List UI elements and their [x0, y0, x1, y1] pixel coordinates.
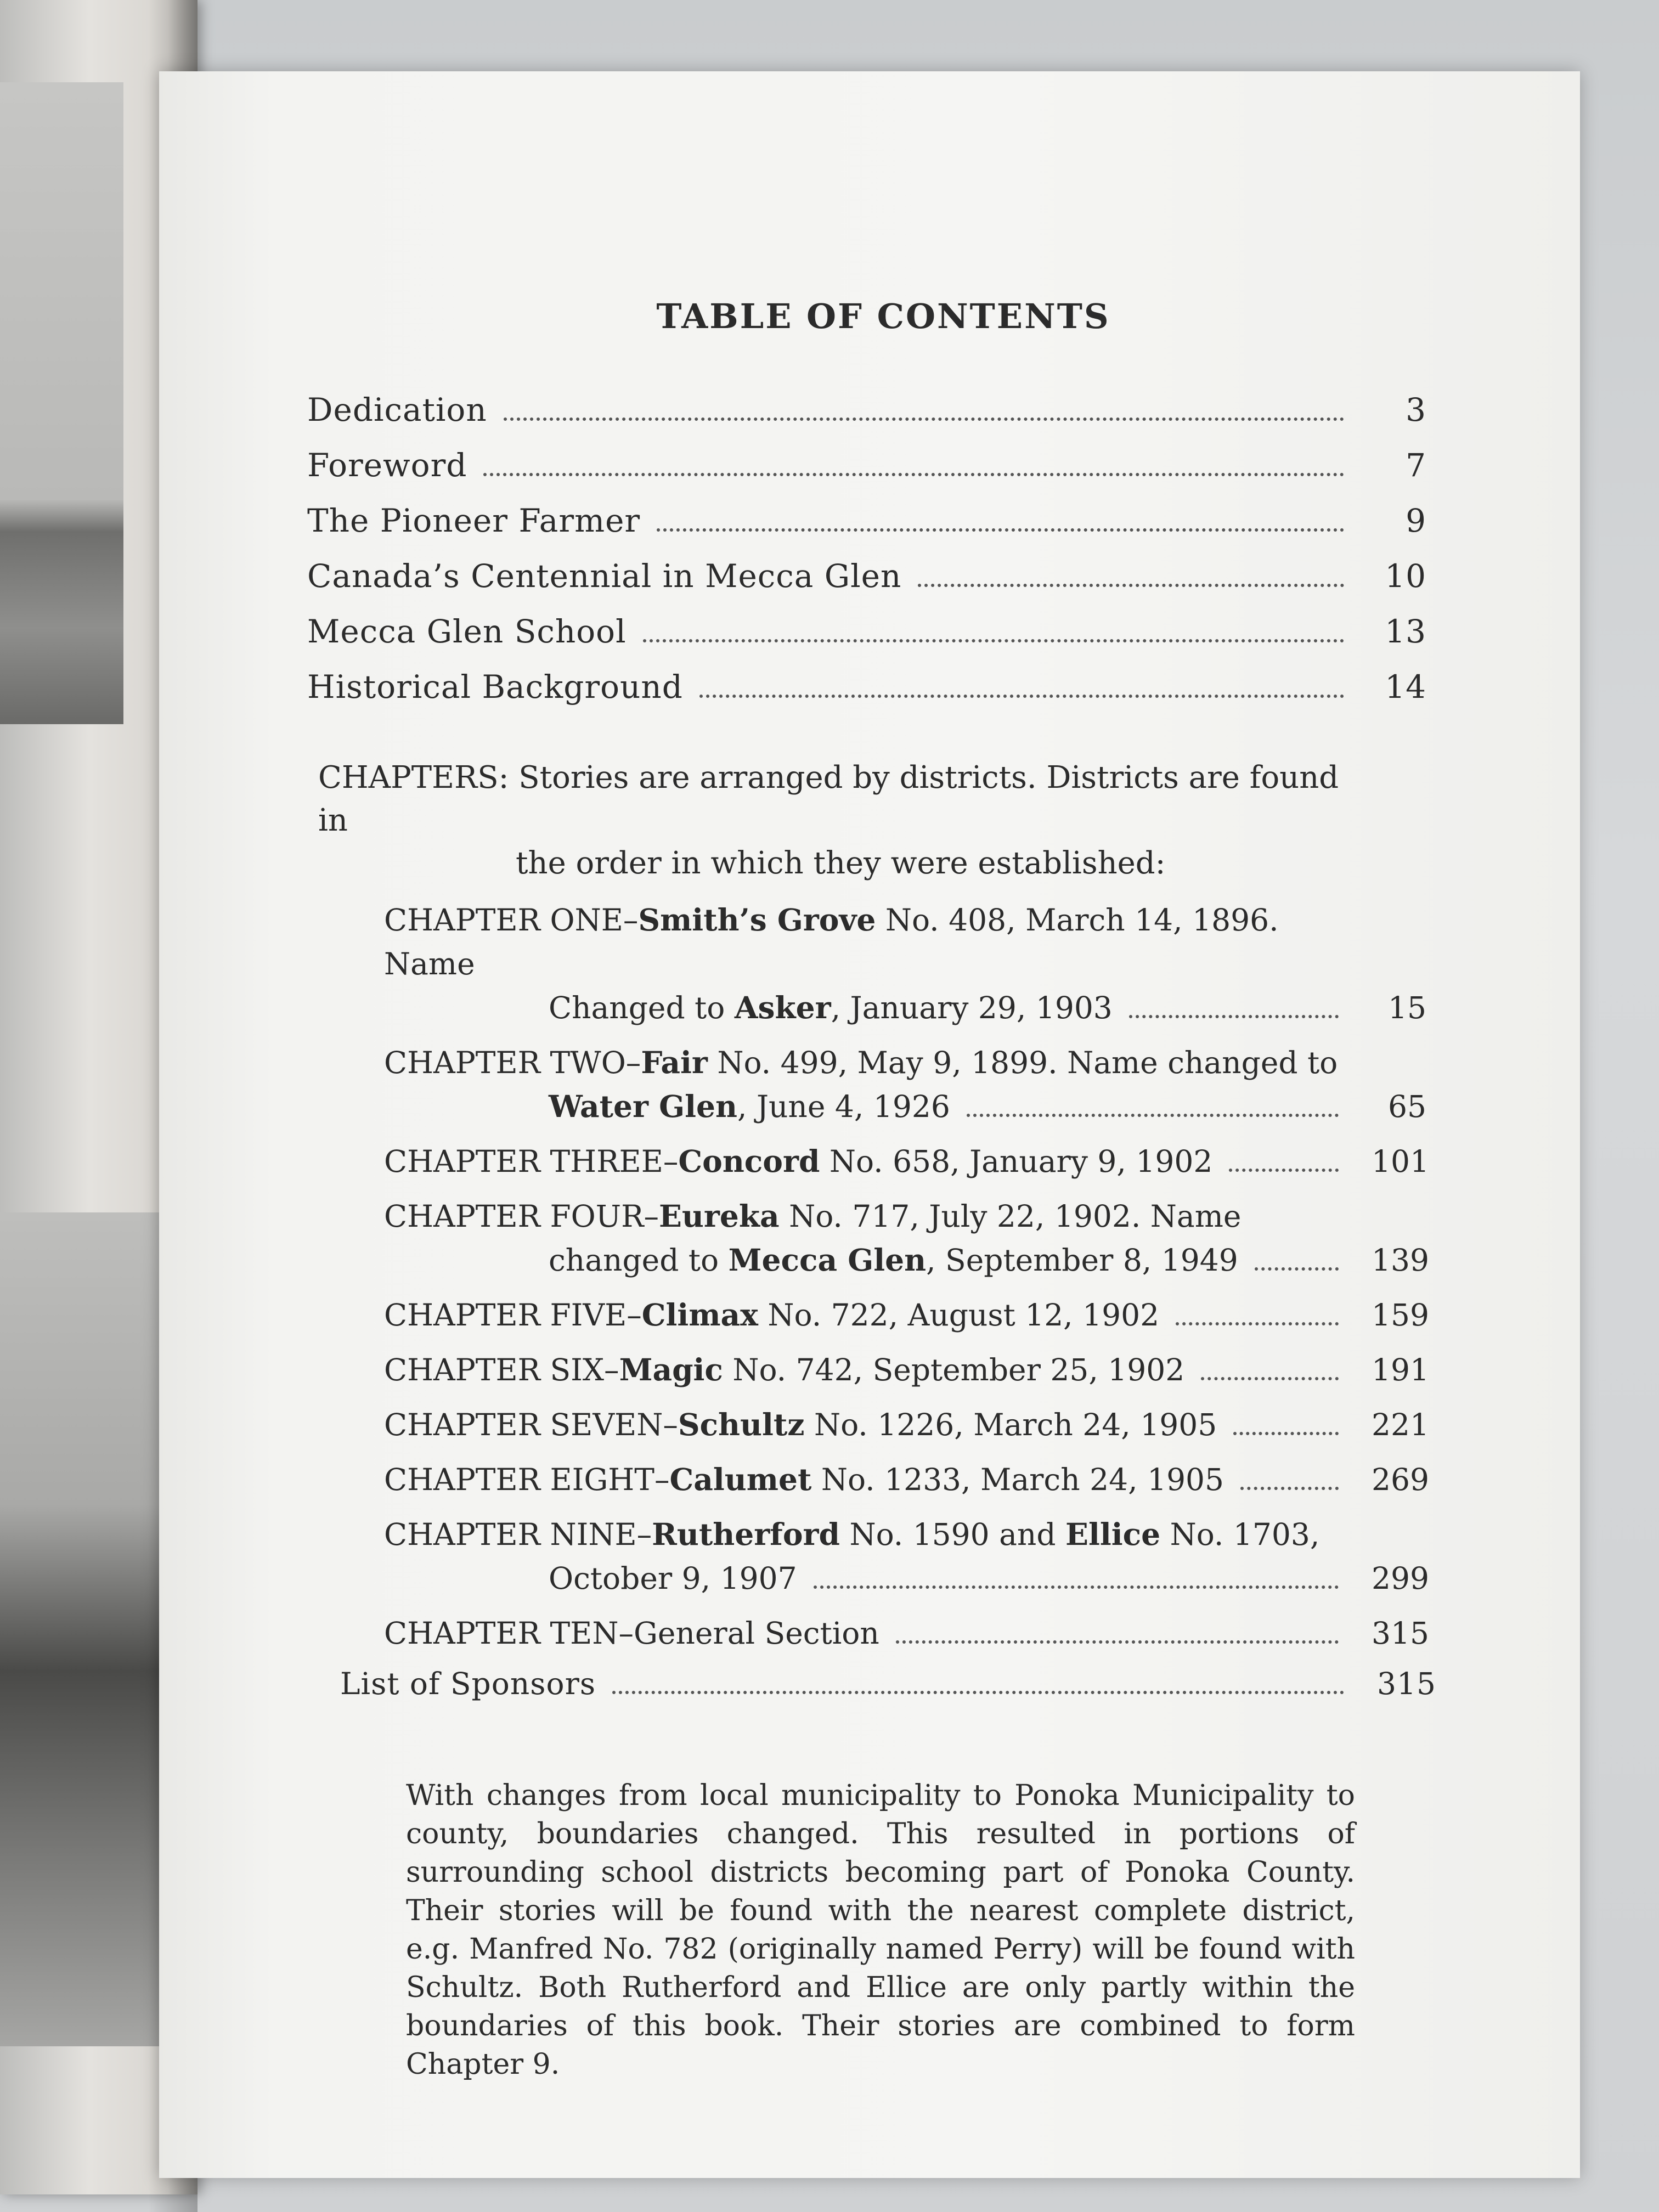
dot-leader — [504, 417, 1344, 421]
chapter-line1 — [384, 1513, 1426, 1556]
chapter-detail: No. 1226, March 24, 1905 — [804, 1407, 1217, 1442]
toc-entry-label: List of Sponsors — [340, 1666, 596, 1701]
chapters-intro-line2: the order in which they were established: — [516, 845, 1166, 881]
chapter-detail: , September 8, 1949 — [926, 1243, 1238, 1278]
toc-entry-page: 3 — [1406, 391, 1426, 428]
chapter-prefix: CHAPTER EIGHT– — [384, 1462, 670, 1497]
district-name: Climax — [641, 1297, 758, 1333]
dot-leader — [896, 1640, 1339, 1644]
dot-leader — [1255, 1267, 1339, 1271]
toc-entry — [307, 668, 1426, 724]
chapter-detail: , January 29, 1903 — [831, 990, 1113, 1025]
chapter-line1 — [384, 1194, 1426, 1238]
chapter-detail: No. 722, August 12, 1902 — [758, 1297, 1160, 1333]
toc-entry-page: 13 — [1385, 613, 1426, 650]
dot-leader — [1229, 1169, 1339, 1172]
chapter-prefix: CHAPTER NINE– — [384, 1517, 652, 1552]
chapter-page: 299 — [1372, 1561, 1429, 1596]
chapter-line1 — [384, 1348, 1429, 1392]
chapter-line1 — [384, 1293, 1429, 1337]
chapter-entry — [384, 1458, 1429, 1502]
chapter-line1 — [384, 1611, 1429, 1655]
chapter-detail: No. 658, January 9, 1902 — [820, 1144, 1213, 1179]
chapter-detail: changed to — [549, 1243, 729, 1278]
toc-entry — [307, 391, 1426, 447]
chapter-entry — [384, 1403, 1429, 1447]
district-name: Concord — [678, 1143, 820, 1179]
chapter-detail: , June 4, 1926 — [737, 1089, 950, 1124]
chapters-intro-line1: Stories are arranged by districts. Districts are found in — [318, 760, 1339, 838]
chapter-entry — [384, 1139, 1429, 1183]
chapter-line2 — [384, 1238, 1429, 1282]
toc-entry-label: Historical Background — [307, 668, 683, 706]
toc-entry-label: Canada’s Centennial in Mecca Glen — [307, 557, 902, 595]
toc-entry-label: The Pioneer Farmer — [307, 502, 641, 539]
district-name: Rutherford — [652, 1516, 840, 1552]
chapter-page: 101 — [1372, 1144, 1429, 1179]
toc-entry-page: 10 — [1385, 557, 1426, 595]
chapter-page: 139 — [1372, 1243, 1429, 1278]
toc-entry — [307, 502, 1426, 557]
chapter-detail: No. 1233, March 24, 1905 — [811, 1462, 1224, 1497]
chapter-detail: No. 1590 and — [839, 1517, 1066, 1552]
chapter-detail: No. 1703, — [1160, 1517, 1320, 1552]
chapter-line1 — [384, 1458, 1429, 1502]
chapter-entry — [384, 1041, 1426, 1128]
dot-leader — [657, 528, 1344, 532]
toc-entry — [307, 447, 1426, 502]
district-name: Ellice — [1065, 1516, 1161, 1552]
chapter-page: 15 — [1388, 990, 1426, 1025]
dot-leader — [1176, 1322, 1339, 1325]
chapter-entry — [384, 898, 1426, 1030]
chapter-page: 315 — [1372, 1616, 1429, 1651]
chapter-line2 — [384, 1085, 1426, 1128]
toc-content — [307, 296, 1436, 2084]
chapter-detail: No. 408, March 14, 1896. Name — [384, 902, 1279, 981]
toc-entry-page: 7 — [1406, 447, 1426, 484]
chapter-detail: Changed to — [549, 990, 735, 1025]
page-title: TABLE OF CONTENTS — [656, 296, 1110, 336]
dot-leader — [612, 1691, 1344, 1694]
chapter-line1 — [384, 898, 1426, 986]
dot-leader — [1201, 1377, 1339, 1380]
dot-leader — [643, 639, 1344, 642]
toc-entry-label: Dedication — [307, 391, 487, 428]
dot-leader — [1129, 1015, 1339, 1018]
toc-entry — [307, 557, 1426, 613]
toc-entry — [307, 613, 1426, 668]
toc-entry-label: Mecca Glen School — [307, 613, 627, 650]
district-name: Eureka — [659, 1198, 780, 1234]
chapter-line2 — [384, 1556, 1429, 1600]
dot-leader — [814, 1585, 1339, 1589]
district-name: Fair — [641, 1045, 708, 1080]
district-name: Calumet — [669, 1462, 812, 1497]
dot-leader — [967, 1114, 1339, 1117]
district-name: Schultz — [678, 1407, 805, 1442]
chapter-entry — [384, 1194, 1429, 1282]
chapter-prefix: CHAPTER FOUR– — [384, 1199, 659, 1234]
dot-leader — [918, 584, 1344, 587]
dot-leader — [699, 695, 1344, 698]
chapter-detail: No. 717, July 22, 1902. Name — [779, 1199, 1242, 1234]
toc-entry-page: 14 — [1385, 668, 1426, 706]
district-name: Smith’s Grove — [638, 902, 876, 938]
dot-leader — [483, 473, 1344, 476]
chapter-entry — [384, 1293, 1429, 1337]
chapter-detail: No. 499, May 9, 1899. Name changed to — [707, 1045, 1338, 1080]
toc-entry-label: Foreword — [307, 447, 467, 484]
chapter-page: 269 — [1372, 1462, 1429, 1497]
toc-entry-page: 9 — [1406, 502, 1426, 539]
chapter-prefix: CHAPTER SEVEN– — [384, 1407, 678, 1442]
chapter-line1 — [384, 1041, 1426, 1085]
chapter-detail: October 9, 1907 — [549, 1561, 797, 1596]
district-name: Mecca Glen — [728, 1242, 927, 1278]
district-name: Asker — [734, 990, 831, 1025]
chapter-page: 65 — [1388, 1089, 1426, 1124]
photo-monument — [0, 82, 123, 724]
chapter-page: 159 — [1372, 1297, 1429, 1333]
boundary-note: With changes from local municipality to Ponoka Municipality to county, boundaries changed. This resulted in portions of surrounding school districts becoming part of Ponoka County. Their stories will be found with the nearest complete district, e.g. Manfred No. 782 (originally named Perry) will be found with Schultz. Both Rutherford and Ellice are only partly within the boundaries of this book. Their stories are combined to form Chapter 9. — [406, 1779, 1355, 2081]
chapter-prefix: CHAPTER FIVE– — [384, 1297, 642, 1333]
chapter-page: 221 — [1372, 1407, 1429, 1442]
chapter-entry — [384, 1611, 1429, 1655]
chapter-entry — [384, 1513, 1429, 1600]
chapter-line1 — [384, 1139, 1429, 1183]
dot-leader — [1233, 1432, 1339, 1435]
dot-leader — [1240, 1487, 1339, 1490]
chapter-page: 191 — [1372, 1352, 1429, 1387]
district-name: Magic — [619, 1352, 723, 1387]
toc-entry-page: 315 — [1377, 1666, 1436, 1701]
chapter-detail: No. 742, September 25, 1902 — [723, 1352, 1185, 1387]
chapter-prefix: CHAPTER TEN–General Section — [384, 1616, 879, 1651]
district-name: Water Glen — [549, 1088, 737, 1124]
chapter-entry — [384, 1348, 1429, 1392]
chapter-prefix: CHAPTER TWO– — [384, 1045, 641, 1080]
chapters-intro — [318, 757, 1344, 885]
chapter-prefix: CHAPTER ONE– — [384, 902, 639, 938]
chapter-prefix: CHAPTER THREE– — [384, 1144, 679, 1179]
chapter-line2 — [384, 986, 1426, 1030]
chapter-line1 — [384, 1403, 1429, 1447]
front-matter-list — [307, 391, 1426, 724]
chapter-prefix: CHAPTER SIX– — [384, 1352, 619, 1387]
sponsors-entry — [340, 1666, 1436, 1722]
chapters-lead: CHAPTERS: — [318, 760, 509, 795]
